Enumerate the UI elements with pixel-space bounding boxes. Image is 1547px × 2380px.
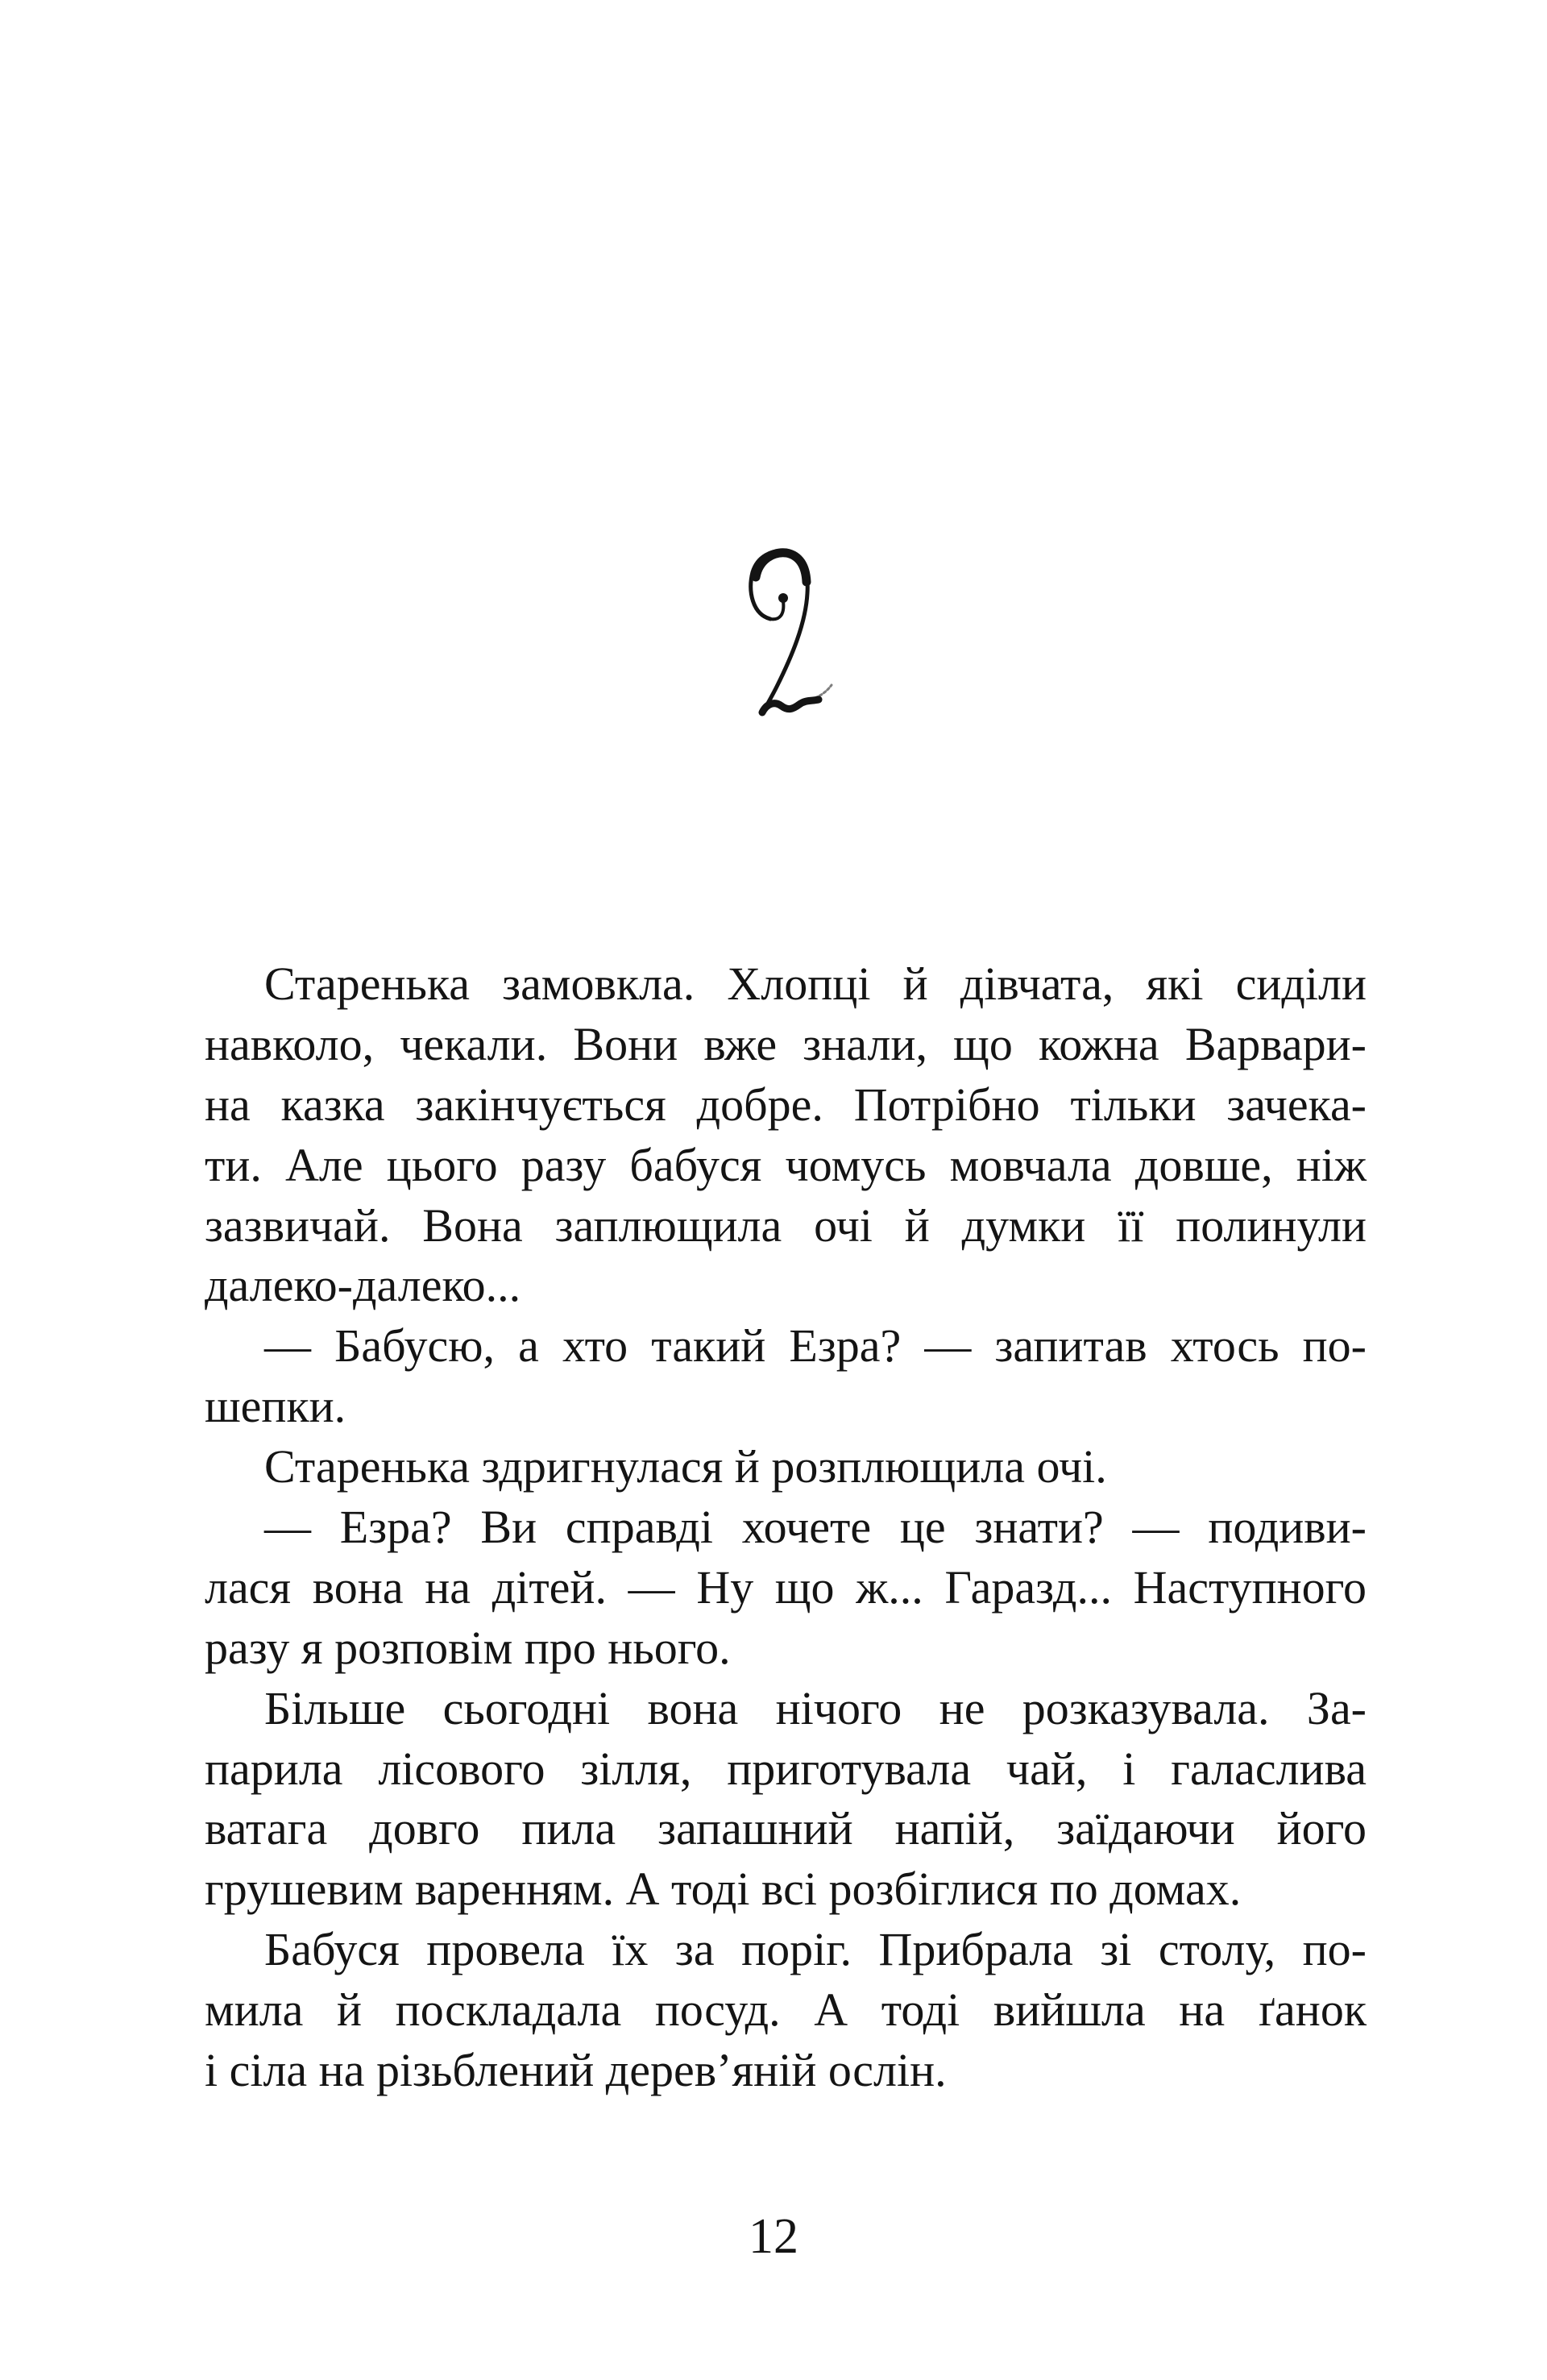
page-number: 12 — [749, 2209, 798, 2264]
text-line: далеко-далеко... — [205, 1259, 521, 1312]
text-line: мила й поскладала посуд. А тоді вийшла на ґанок — [205, 1983, 1367, 2037]
text-line: ватага довго пила запашний напій, заїдаючи його — [205, 1802, 1367, 1855]
text-line: Старенька замовкла. Хлопці й дівчата, які сиділи — [264, 957, 1367, 1010]
text-line: грушевим варенням. А тоді всі розбіглися по домах. — [205, 1863, 1242, 1916]
text-line: Більше сьогодні вона нічого не розказувала. За- — [264, 1681, 1367, 1734]
paragraph-3 — [205, 1437, 1367, 1497]
paragraph-4-dialogue — [205, 1497, 1367, 1679]
text-line: — Езра? Ви справді хочете це знати? — подиви- — [264, 1501, 1367, 1554]
text-line: шепки. — [205, 1380, 346, 1433]
text-line: лася вона на дітей. — Ну що ж... Гаразд... Наступного — [205, 1560, 1367, 1614]
text-line: ти. Але цього разу бабуся чомусь мовчала довше, ніж — [205, 1138, 1367, 1191]
chapter-number — [735, 545, 844, 722]
text-line: Бабуся провела їх за поріг. Прибрала зі столу, по- — [264, 1923, 1367, 1976]
text-line: — Бабусю, а хто такий Езра? — запитав хтось по- — [264, 1319, 1367, 1373]
paragraph-2-dialogue — [205, 1316, 1367, 1437]
text-line: зазвичай. Вона заплющила очі й думки її полинули — [205, 1198, 1367, 1252]
text-line: на казка закінчується добре. Потрібно тільки зачека- — [205, 1078, 1367, 1131]
chapter-number-brush-glyph — [735, 545, 844, 722]
text-line: Старенька здригнулася й розплющила очі. — [264, 1440, 1107, 1493]
chapter-body-text — [205, 954, 1367, 2101]
paragraph-6 — [205, 1920, 1367, 2101]
text-line: навколо, чекали. Вони вже знали, що кожна Варвари- — [205, 1017, 1367, 1070]
text-line: парила лісового зілля, приготувала чай, і галаслива — [205, 1742, 1367, 1795]
paragraph-1 — [205, 954, 1367, 1316]
text-line: і сіла на різьблений дерев’яній ослін. — [205, 2044, 947, 2097]
chapter-number-text — [735, 722, 736, 723]
text-line: разу я розповім про нього. — [205, 1621, 731, 1674]
paragraph-5 — [205, 1679, 1367, 1921]
